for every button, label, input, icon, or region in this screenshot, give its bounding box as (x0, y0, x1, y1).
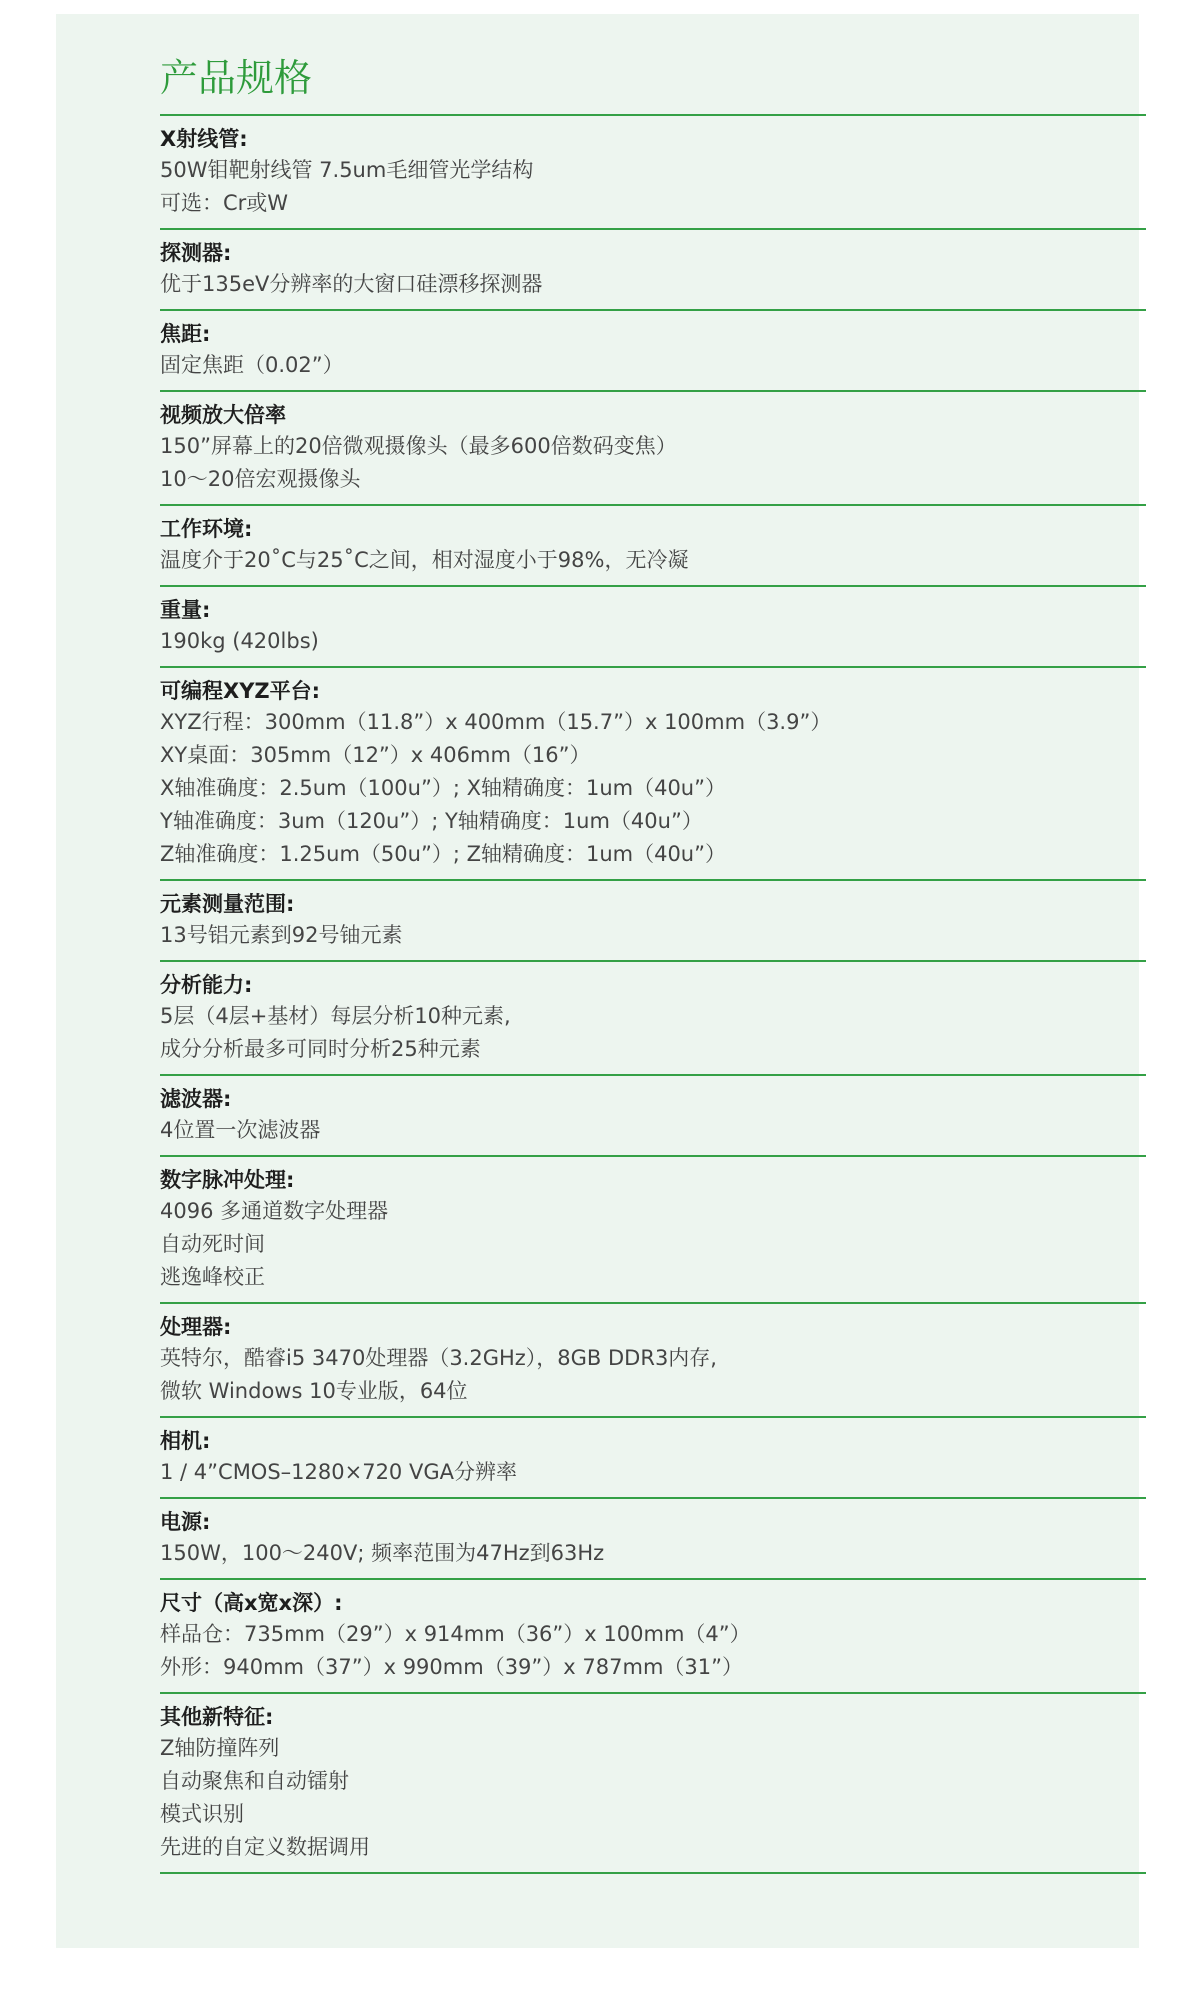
spec-section (160, 587, 1146, 668)
spec-label: 工作环境: (160, 517, 253, 541)
spec-label: 元素测量范围: (160, 892, 295, 916)
spec-section (160, 668, 1146, 881)
spec-label: 视频放大倍率 (160, 403, 286, 427)
spec-value-line: 50W钼靶射线管 7.5um毛细管光学结构 (160, 158, 534, 182)
spec-section (160, 506, 1146, 587)
spec-value-line: X轴准确度：2.5um（100u”）; X轴精确度：1um（40u”） (160, 776, 726, 800)
spec-section (160, 1157, 1146, 1304)
spec-label: 电源: (160, 1510, 211, 1534)
spec-label: 可编程XYZ平台: (160, 679, 321, 703)
spec-label: 探测器: (160, 241, 232, 265)
spec-value-line: XYZ行程：300mm（11.8”）x 400mm（15.7”）x 100mm（3.9”） (160, 710, 832, 734)
spec-label: 尺寸（高x宽x深）: (160, 1591, 343, 1615)
spec-value-line: 先进的自定义数据调用 (160, 1835, 370, 1859)
spec-value-line: 190kg (420lbs) (160, 629, 319, 653)
spec-label: X射线管: (160, 127, 248, 151)
spec-section (160, 116, 1146, 230)
spec-label: 焦距: (160, 322, 211, 346)
spec-label: 重量: (160, 598, 211, 622)
spec-value-line: XY桌面：305mm（12”）x 406mm（16”） (160, 743, 591, 767)
spec-value-line: Z轴准确度：1.25um（50u”）; Z轴精确度：1um（40u”） (160, 842, 726, 866)
spec-value-line: 微软 Windows 10专业版，64位 (160, 1379, 468, 1403)
spec-value-line: 5层（4层+基材）每层分析10种元素, (160, 1004, 511, 1028)
spec-value-line: 英特尔，酷睿i5 3470处理器（3.2GHz），8GB DDR3内存, (160, 1346, 717, 1370)
spec-value-line: 13号铝元素到92号铀元素 (160, 923, 403, 947)
spec-value-line: 可选：Cr或W (160, 191, 289, 215)
spec-label: 数字脉冲处理: (160, 1168, 295, 1192)
spec-label: 处理器: (160, 1315, 232, 1339)
spec-section (160, 1076, 1146, 1157)
spec-content (160, 54, 1146, 1874)
spec-section (160, 1580, 1146, 1694)
spec-section (160, 1694, 1146, 1874)
spec-value-line: Z轴防撞阵列 (160, 1736, 280, 1760)
spec-value-line: 150”屏幕上的20倍微观摄像头（最多600倍数码变焦） (160, 434, 677, 458)
spec-label: 滤波器: (160, 1087, 232, 1111)
spec-value-line: Y轴准确度：3um（120u”）; Y轴精确度：1um（40u”） (160, 809, 703, 833)
spec-value-line: 150W，100～240V; 频率范围为47Hz到63Hz (160, 1541, 605, 1565)
spec-value-line: 外形：940mm（37”）x 990mm（39”）x 787mm（31”） (160, 1655, 743, 1679)
spec-value-line: 10～20倍宏观摄像头 (160, 467, 361, 491)
spec-section (160, 962, 1146, 1076)
spec-section (160, 881, 1146, 962)
spec-value-line: 自动死时间 (160, 1232, 265, 1256)
spec-section (160, 230, 1146, 311)
spec-value-line: 固定焦距（0.02”） (160, 353, 344, 377)
spec-list (160, 116, 1146, 1874)
spec-section (160, 392, 1146, 506)
spec-section (160, 311, 1146, 392)
spec-value-line: 模式识别 (160, 1802, 244, 1826)
spec-value-line: 4位置一次滤波器 (160, 1118, 321, 1142)
spec-value-line: 温度介于20˚C与25˚C之间，相对湿度小于98%，无冷凝 (160, 548, 689, 572)
spec-value-line: 4096 多通道数字处理器 (160, 1199, 389, 1223)
spec-label: 相机: (160, 1429, 211, 1453)
spec-value-line: 自动聚焦和自动镭射 (160, 1769, 349, 1793)
spec-value-line: 成分分析最多可同时分析25种元素 (160, 1037, 481, 1061)
spec-section (160, 1304, 1146, 1418)
spec-value-line: 逃逸峰校正 (160, 1265, 265, 1289)
spec-section (160, 1418, 1146, 1499)
spec-value-line: 1 / 4”CMOS–1280×720 VGA分辨率 (160, 1460, 517, 1484)
spec-value-line: 优于135eV分辨率的大窗口硅漂移探测器 (160, 272, 543, 296)
spec-value-line: 样品仓：735mm（29”）x 914mm（36”）x 100mm（4”） (160, 1622, 751, 1646)
spec-label: 其他新特征: (160, 1705, 274, 1729)
page-title: 产品规格 (160, 54, 1146, 116)
spec-label: 分析能力: (160, 973, 253, 997)
spec-section (160, 1499, 1146, 1580)
spec-panel (56, 14, 1139, 1948)
